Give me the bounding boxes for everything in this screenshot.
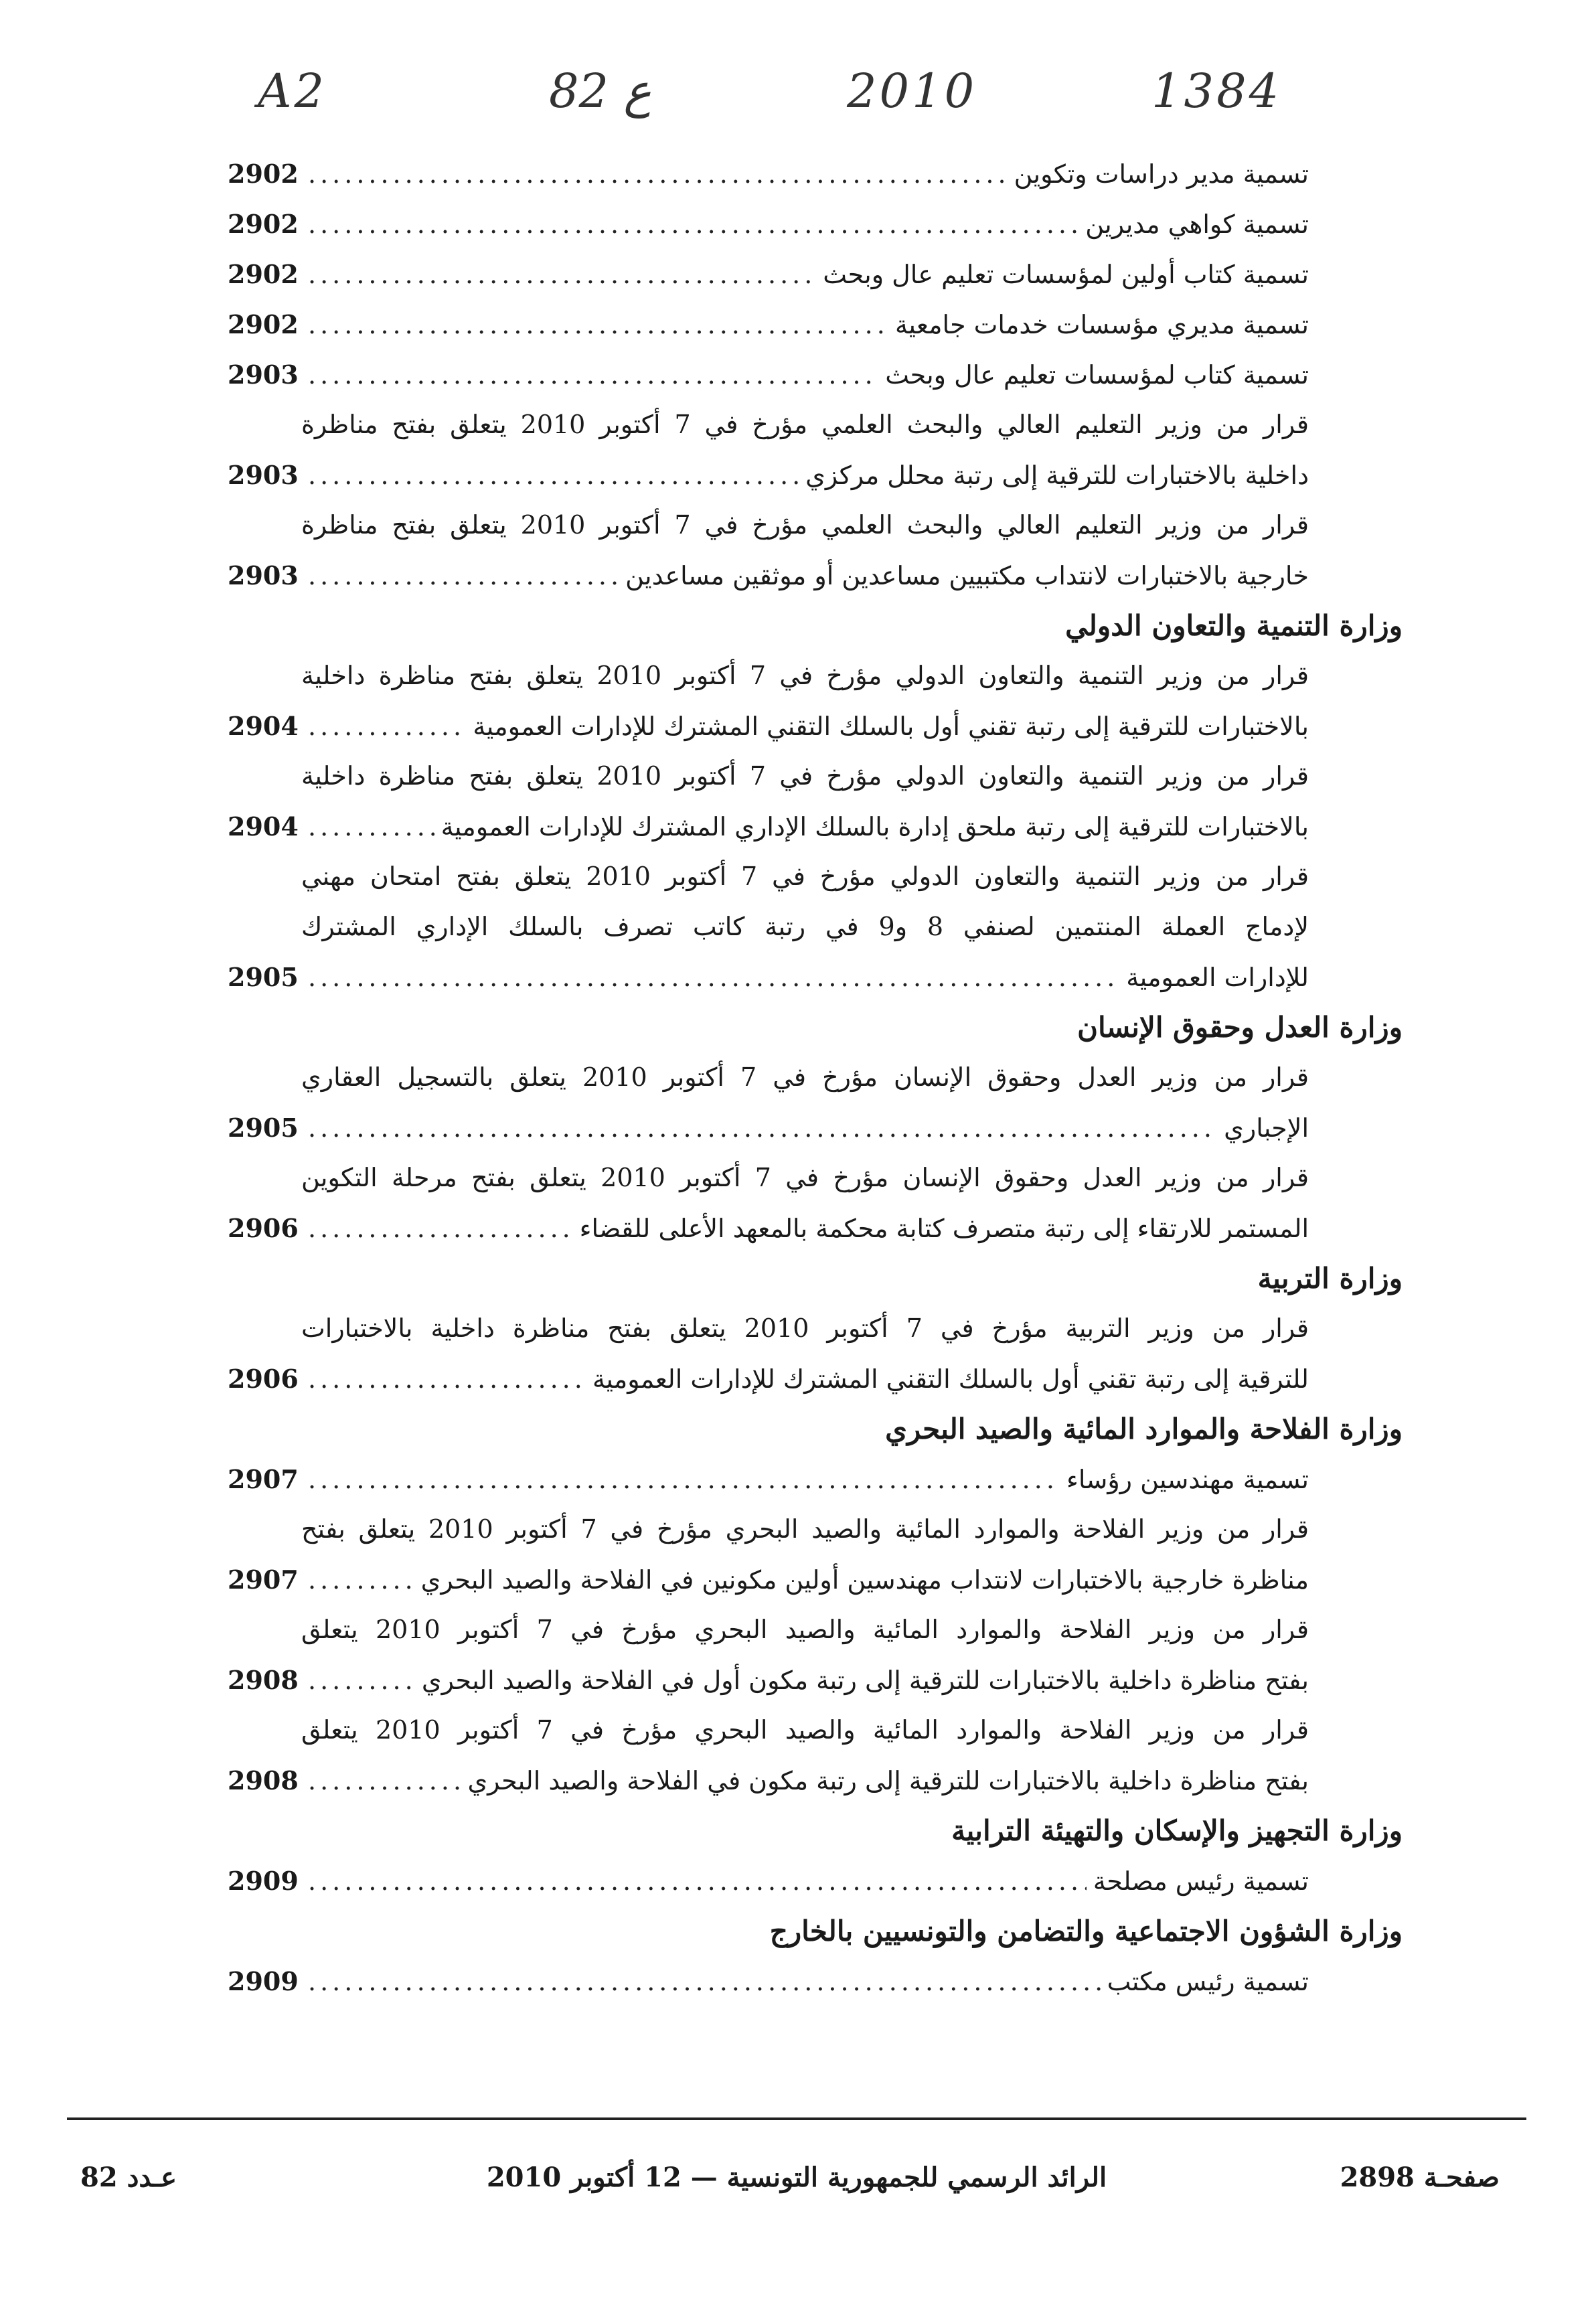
- toc-entry-line[interactable]: [228, 1705, 1369, 1755]
- toc-entry[interactable]: [228, 149, 1369, 199]
- footer-issue-number: عـدد 82: [80, 2162, 177, 2193]
- toc-leader-dots: [308, 1656, 415, 1706]
- toc-entry-text: قرار من وزير التنمية والتعاون الدولي مؤرخ في 7 أكتوبر 2010 يتعلق بفتح مناظرة داخلية: [301, 661, 1309, 690]
- toc-entry-text: تسمية مدير دراسات وتكوين: [1014, 159, 1309, 189]
- toc-entry-text: تسمية رئيس مصلحة: [1093, 1866, 1309, 1896]
- toc-entry-text: قرار من وزير التعليم العالي والبحث العلمي مؤرخ في 7 أكتوبر 2010 يتعلق بفتح مناظرة: [301, 510, 1309, 540]
- toc-leader-dots: [308, 199, 1079, 250]
- toc-entry[interactable]: [228, 1856, 1369, 1906]
- toc-page-number: 2902: [228, 309, 299, 339]
- toc-entry-line[interactable]: [228, 651, 1369, 701]
- toc-entry-text: للإدارات العمومية: [1126, 963, 1309, 992]
- toc-entry-text: قرار من وزير التنمية والتعاون الدولي مؤرخ في 7 أكتوبر 2010 يتعلق بفتح مناظرة داخلية: [301, 761, 1309, 791]
- toc-leader-dots: [308, 300, 888, 350]
- toc-page-number: 2902: [228, 209, 299, 239]
- toc-entry[interactable]: [228, 1755, 1369, 1806]
- toc-entry-text: المستمر للارتقاء إلى رتبة متصرف كتابة محكمة بالمعهد الأعلى للقضاء: [579, 1214, 1309, 1243]
- toc-entry-text: بالاختبارات للترقية إلى رتبة ملحق إدارة بالسلك الإداري المشترك للإدارات العمومية: [441, 812, 1309, 842]
- toc-leader-dots: [308, 1204, 573, 1254]
- toc-page-number: 2902: [228, 259, 299, 289]
- section-heading: وزارة الفلاحة والموارد المائية والصيد البحري: [885, 1413, 1403, 1445]
- toc-leader-dots: [308, 1957, 1101, 2007]
- toc-entry-text: بالاختبارات للترقية إلى رتبة تقني أول بالسلك التقني المشترك للإدارات العمومية: [473, 712, 1309, 741]
- toc-entry[interactable]: [228, 450, 1369, 500]
- toc-entry[interactable]: [228, 199, 1369, 249]
- toc-entry-text: تسمية كواهي مديرين: [1085, 210, 1309, 239]
- toc-leader-dots: [308, 1103, 1217, 1153]
- toc-entry[interactable]: [228, 299, 1369, 349]
- toc-page-number: 2903: [228, 460, 299, 490]
- toc-entry[interactable]: [228, 249, 1369, 299]
- section-heading: وزارة الشؤون الاجتماعية والتضامن والتونسيين بالخارج: [769, 1915, 1403, 1947]
- toc-page-number: 2906: [228, 1364, 299, 1394]
- section-heading: وزارة التربية: [1257, 1262, 1403, 1295]
- toc-entry-text: لإدماج العملة المنتمين لصنفي 8 و9 في رتبة كاتب تصرف بالسلك الإداري المشترك: [301, 912, 1309, 941]
- section-heading: وزارة التنمية والتعاون الدولي: [1065, 609, 1403, 642]
- toc-entry[interactable]: [228, 550, 1369, 601]
- toc-entry-line[interactable]: [228, 1303, 1369, 1354]
- toc-entry-line[interactable]: [228, 1605, 1369, 1655]
- toc-entry-line[interactable]: [228, 1504, 1369, 1554]
- toc-page-number: 2909: [228, 1866, 299, 1896]
- toc-entry-text: الإجباري: [1224, 1113, 1309, 1143]
- toc-entry-text: تسمية مهندسين رؤساء: [1066, 1465, 1309, 1494]
- toc-entry[interactable]: [228, 1554, 1369, 1605]
- toc-leader-dots: [308, 1856, 1087, 1907]
- toc-leader-dots: [308, 1354, 586, 1405]
- toc-page-number: 2906: [228, 1213, 299, 1243]
- handwritten-mark-b: 82 ع: [549, 64, 652, 118]
- toc-entry[interactable]: [228, 801, 1369, 852]
- toc-leader-dots: [308, 250, 816, 300]
- toc-leader-dots: [308, 350, 878, 400]
- toc-entry-text: بفتح مناظرة داخلية بالاختبارات للترقية إلى رتبة مكون أول في الفلاحة والصيد البحري: [421, 1666, 1309, 1695]
- toc-entry-text: داخلية بالاختبارات للترقية إلى رتبة محلل مركزي: [805, 461, 1309, 490]
- toc-entry-text: تسمية كتاب لمؤسسات تعليم عال وبحث: [885, 360, 1309, 390]
- toc-entry-text: قرار من وزير العدل وحقوق الإنسان مؤرخ في 7 أكتوبر 2010 يتعلق بفتح مرحلة التكوين: [301, 1163, 1309, 1192]
- handwritten-annotations: [201, 64, 1339, 137]
- toc-entry-text: قرار من وزير الفلاحة والموارد المائية والصيد البحري مؤرخ في 7 أكتوبر 2010 يتعلق: [301, 1615, 1309, 1644]
- toc-leader-dots: [308, 702, 466, 752]
- toc-page-number: 2903: [228, 560, 299, 590]
- toc-entry[interactable]: [228, 349, 1369, 400]
- footer-page-number: صفحـة 2898: [1340, 2162, 1500, 2193]
- toc-entry-text: تسمية رئيس مكتب: [1107, 1967, 1309, 1996]
- toc-leader-dots: [308, 551, 619, 601]
- toc-entry-text: خارجية بالاختبارات لانتداب مكتبيين مساعدين أو موثقين مساعدين: [625, 561, 1309, 590]
- toc-entry[interactable]: [228, 1454, 1369, 1504]
- toc-leader-dots: [308, 802, 434, 852]
- toc-entry-line[interactable]: [228, 1153, 1369, 1203]
- toc-page-number: 2904: [228, 811, 299, 842]
- toc-entry-text: تسمية كتاب أولين لمؤسسات تعليم عال وبحث: [823, 260, 1309, 289]
- toc-entry-text: مناظرة خارجية بالاختبارات لانتداب مهندسين أولين مكونين في الفلاحة والصيد البحري: [420, 1565, 1309, 1595]
- table-of-contents: [228, 149, 1403, 2006]
- toc-entry-text: قرار من وزير العدل وحقوق الإنسان مؤرخ في 7 أكتوبر 2010 يتعلق بالتسجيل العقاري: [301, 1062, 1309, 1092]
- toc-entry[interactable]: [228, 1354, 1369, 1404]
- toc-leader-dots: [308, 1455, 1060, 1505]
- toc-leader-dots: [308, 1756, 461, 1806]
- footer-publication-title: الرائد الرسمي للجمهورية التونسية — 12 أكتوبر 2010: [486, 2162, 1107, 2193]
- toc-entry-text: بفتح مناظرة داخلية بالاختبارات للترقية إلى رتبة مكون في الفلاحة والصيد البحري: [467, 1766, 1309, 1795]
- toc-page-number: 2907: [228, 1464, 299, 1494]
- toc-entry-text: للترقية إلى رتبة تقني أول بالسلك التقني المشترك للإدارات العمومية: [592, 1364, 1309, 1394]
- footer-divider: [67, 2117, 1526, 2120]
- toc-leader-dots: [308, 149, 1008, 199]
- section-heading: وزارة التجهيز والإسكان والتهيئة الترابية: [951, 1814, 1403, 1847]
- toc-entry-line[interactable]: [228, 1052, 1369, 1103]
- toc-entry-line[interactable]: [228, 751, 1369, 801]
- toc-leader-dots: [308, 1555, 414, 1605]
- toc-page-number: 2904: [228, 711, 299, 741]
- toc-entry-line[interactable]: [228, 852, 1369, 902]
- toc-page-number: 2903: [228, 359, 299, 390]
- toc-entry-text: تسمية مديري مؤسسات خدمات جامعية: [894, 310, 1309, 339]
- toc-page-number: 2908: [228, 1665, 299, 1695]
- toc-entry-text: قرار من وزير الفلاحة والموارد المائية والصيد البحري مؤرخ في 7 أكتوبر 2010 يتعلق: [301, 1715, 1309, 1745]
- toc-leader-dots: [308, 451, 799, 501]
- toc-entry[interactable]: [228, 952, 1369, 1002]
- toc-entry[interactable]: [228, 1203, 1369, 1253]
- toc-entry[interactable]: [228, 1956, 1369, 2006]
- toc-entry-line[interactable]: [228, 500, 1369, 550]
- toc-entry-text: قرار من وزير التربية مؤرخ في 7 أكتوبر 2010 يتعلق بفتح مناظرة داخلية بالاختبارات: [301, 1313, 1309, 1343]
- handwritten-mark-c: 2010: [847, 64, 977, 118]
- toc-entry[interactable]: [228, 1103, 1369, 1153]
- toc-page-number: 2907: [228, 1565, 299, 1595]
- toc-entry[interactable]: [228, 1655, 1369, 1705]
- section-heading: وزارة العدل وحقوق الإنسان: [1077, 1011, 1403, 1044]
- page-footer: [67, 2154, 1526, 2201]
- handwritten-mark-d: 1384: [1151, 64, 1282, 118]
- toc-entry-text: قرار من وزير الفلاحة والموارد المائية والصيد البحري مؤرخ في 7 أكتوبر 2010 يتعلق بفتح: [301, 1514, 1309, 1544]
- toc-entry-text: قرار من وزير التعليم العالي والبحث العلمي مؤرخ في 7 أكتوبر 2010 يتعلق بفتح مناظرة: [301, 410, 1309, 439]
- toc-page-number: 2909: [228, 1966, 299, 1996]
- handwritten-mark-a: A2: [258, 64, 327, 118]
- toc-page-number: 2908: [228, 1765, 299, 1795]
- toc-entry-line[interactable]: [228, 902, 1369, 952]
- toc-page-number: 2905: [228, 1113, 299, 1143]
- toc-entry[interactable]: [228, 701, 1369, 751]
- toc-page-number: 2902: [228, 159, 299, 189]
- toc-page-number: 2905: [228, 962, 299, 992]
- toc-leader-dots: [308, 953, 1119, 1003]
- toc-entry-text: قرار من وزير التنمية والتعاون الدولي مؤرخ في 7 أكتوبر 2010 يتعلق بفتح امتحان مهني: [301, 862, 1309, 891]
- toc-entry-line[interactable]: [228, 400, 1369, 450]
